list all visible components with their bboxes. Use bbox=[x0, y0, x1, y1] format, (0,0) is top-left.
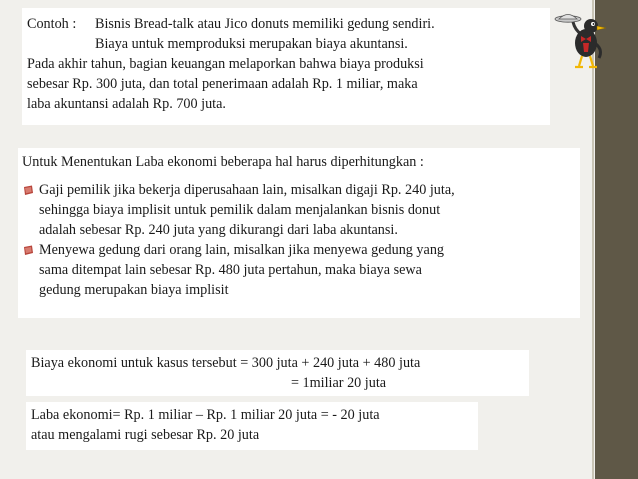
example-box bbox=[22, 8, 550, 125]
ribbon-bullet-icon bbox=[23, 185, 34, 196]
example-paragraph-line: Pada akhir tahun, bagian keuangan melaporkan bahwa biaya produksi bbox=[27, 56, 424, 72]
example-paragraph-line: laba akuntansi adalah Rp. 700 juta. bbox=[27, 96, 226, 112]
list-item bbox=[22, 240, 580, 260]
bullet-line: gedung merupakan biaya implisit bbox=[39, 282, 229, 298]
example-line-2: Biaya untuk memproduksi merupakan biaya akuntansi. bbox=[95, 36, 408, 52]
bullet-line: sehingga biaya implisit untuk pemilik dalam menjalankan bisnis donut bbox=[39, 202, 441, 218]
economic-profit-equation: Laba ekonomi= Rp. 1 miliar – Rp. 1 miliar 20 juta = - 20 juta bbox=[31, 407, 380, 423]
example-first-row bbox=[27, 14, 550, 34]
example-paragraph-line: sebesar Rp. 300 juta, dan total penerimaan adalah Rp. 1 miliar, maka bbox=[27, 76, 418, 92]
ribbon-bullet-icon bbox=[23, 245, 34, 256]
bullet-line: sama ditempat lain sebesar Rp. 480 juta pertahun, maka biaya sewa bbox=[39, 262, 422, 278]
economic-cost-box bbox=[26, 350, 529, 396]
chef-bird-mascot-icon bbox=[553, 6, 611, 72]
economic-cost-equation: Biaya ekonomi untuk kasus tersebut = 300 juta + 240 juta + 480 juta bbox=[31, 355, 421, 371]
economic-cost-result: = 1miliar 20 juta bbox=[291, 375, 387, 391]
list-item bbox=[22, 180, 580, 200]
factors-heading: Untuk Menentukan Laba ekonomi beberapa hal harus diperhitungkan : bbox=[22, 154, 424, 170]
example-line-1: Bisnis Bread-talk atau Jico donuts memiliki gedung sendiri. bbox=[95, 16, 435, 32]
equation-spacer bbox=[31, 373, 291, 393]
bullet-line: Menyewa gedung dari orang lain, misalkan jika menyewa gedung yang bbox=[39, 242, 445, 258]
example-label: Contoh : bbox=[27, 16, 77, 32]
economic-profit-box bbox=[26, 402, 478, 450]
bullet-line: adalah sebesar Rp. 240 juta yang dikurangi dari laba akuntansi. bbox=[39, 222, 398, 238]
bullet-line: Gaji pemilik jika bekerja diperusahaan lain, misalkan digaji Rp. 240 juta, bbox=[39, 182, 455, 198]
economic-loss-statement: atau mengalami rugi sebesar Rp. 20 juta bbox=[31, 427, 260, 443]
economic-profit-factors-box bbox=[18, 148, 580, 318]
economic-cost-result-row bbox=[31, 373, 529, 393]
